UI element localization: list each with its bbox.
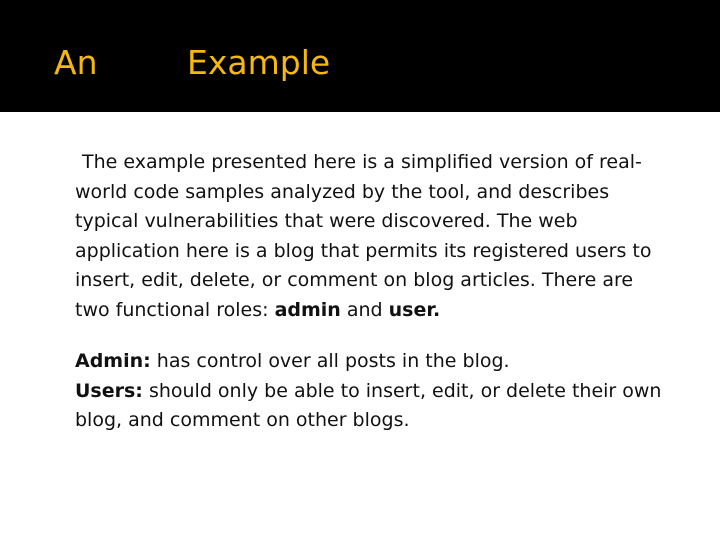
intro-line-4: application here is a blog that permits its registered users to xyxy=(75,239,652,262)
roles-conjunction: and xyxy=(340,298,389,321)
users-role-line xyxy=(75,377,705,407)
intro-line-3: typical vulnerabilities that were discovered. The web xyxy=(75,210,578,232)
users-role-line-2: blog, and comment on other blogs. xyxy=(75,409,410,431)
roles-prefix: two functional roles: xyxy=(75,298,275,321)
admin-role-line xyxy=(75,347,705,377)
intro-paragraph xyxy=(75,148,705,325)
intro-line-1: The example presented here is a simplified version of real- xyxy=(82,151,642,173)
title-bar xyxy=(0,0,720,112)
role-user: user. xyxy=(388,298,441,321)
admin-description: has control over all posts in the blog. xyxy=(150,350,510,372)
intro-line-6 xyxy=(75,296,705,326)
users-label: Users: xyxy=(75,379,143,402)
users-description: should only be able to insert, edit, or delete their own xyxy=(142,379,662,402)
intro-line-2: world code samples analyzed by the tool, and describes xyxy=(75,180,610,203)
slide-title-word-example: Example xyxy=(187,43,331,82)
intro-line-5: insert, edit, delete, or comment on blog articles. There are xyxy=(75,269,634,291)
roles-paragraph xyxy=(75,347,705,436)
admin-label: Admin: xyxy=(75,350,151,372)
slide-title-word-an: An xyxy=(54,43,98,82)
role-admin: admin xyxy=(274,298,341,321)
